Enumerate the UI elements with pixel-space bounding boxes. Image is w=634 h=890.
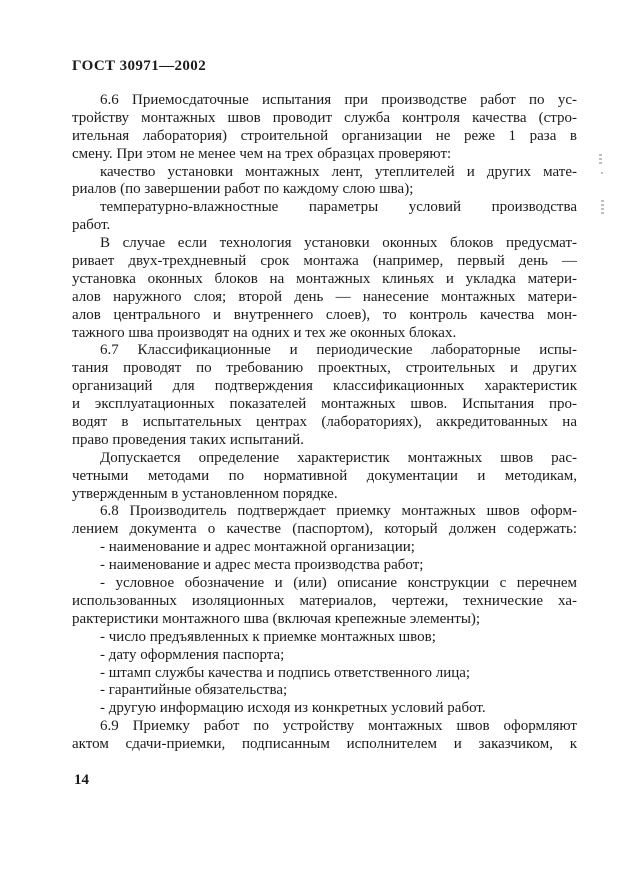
text-line: алов центрального и внутреннего слоев), то контроль качества мон- [72, 306, 577, 323]
text-line: 6.6 Приемосдаточные испытания при производстве работ по ус- [100, 92, 577, 108]
text-line: 6.8 Производитель подтверждает приемку монтажных швов оформ- [100, 503, 577, 520]
text-line: работ. [72, 217, 111, 234]
text-line: право проведения таких испытаний. [72, 431, 304, 448]
text-line: рактеристики монтажного шва (включая крепежные элементы); [72, 610, 481, 627]
scan-artifact [601, 200, 604, 214]
scan-artifact [599, 154, 602, 164]
text-line: 6.7 Классификационные и периодические лабораторные испы- [100, 342, 577, 359]
text-line: водят в испытательных центрах (лабораториях), аккредитованных на [72, 414, 577, 431]
scan-artifact [601, 172, 603, 174]
text-line: Допускается определение характеристик монтажных швов рас- [100, 449, 577, 466]
text-line: тажного шва производят на одних и тех же оконных блоках. [72, 324, 457, 341]
text-line: риалов (по завершении работ по каждому слою шва); [72, 181, 414, 198]
text-line: качество установки монтажных лент, утеплителей и других мате- [100, 163, 577, 180]
text-line: четными методами по нормативной документации и методикам, [72, 467, 577, 484]
text-line: алов наружного слоя; второй день — нанесение монтажных матери- [72, 288, 577, 305]
text-line: - наименование и адрес места производства работ; [100, 557, 424, 574]
text-line: утвержденным в установленном порядке. [72, 485, 338, 502]
text-line: - наименование и адрес монтажной организации; [100, 539, 415, 556]
text-line: 6.9 Приемку работ по устройству монтажных швов оформляют [100, 718, 577, 735]
text-line: - число предъявленных к приемке монтажных швов; [100, 628, 436, 645]
text-line: - условное обозначение и (или) описание конструкции с перечнем [100, 575, 577, 592]
text-line: актом сдачи-приемки, подписанным исполнителем и заказчиком, к [72, 736, 577, 753]
text-line: - другую информацию исходя из конкретных условий работ. [100, 700, 486, 717]
text-line: тройству монтажных швов проводит служба контроля качества (стро- [72, 109, 577, 126]
text-line: использованных изоляционных материалов, чертежи, технические ха- [72, 592, 577, 609]
text-line: - дату оформления паспорта; [100, 646, 285, 663]
text-line: установка оконных блоков на монтажных клиньях и укладка матери- [72, 270, 577, 287]
text-line: смену. При этом не менее чем на трех образцах проверяют: [72, 145, 452, 162]
text-line: организаций для подтверждения классификационных характеристик [72, 378, 577, 395]
text-line: тания проводят по требованию проектных, строительных и других [72, 360, 577, 377]
text-line: - штамп службы качества и подпись ответственного лица; [100, 664, 471, 681]
page-number: 14 [74, 772, 89, 788]
text-line: ительная лаборатория) строительной организации не реже 1 раза в [72, 127, 577, 144]
text-line: и эксплуатационных показателей монтажных швов. Испытания про- [72, 396, 577, 413]
text-line: ривает двух-трехдневный срок монтажа (например, первый день — [72, 253, 577, 270]
text-line: температурно-влажностные параметры условий производства [100, 199, 577, 216]
text-line: лением документа о качестве (паспортом), который должен содержать: [72, 521, 577, 538]
document-header: ГОСТ 30971—2002 [72, 58, 207, 74]
text-line: В случае если технология установки оконных блоков предусмат- [100, 235, 577, 252]
document-body [72, 92, 577, 754]
text-line: - гарантийные обязательства; [100, 682, 288, 699]
